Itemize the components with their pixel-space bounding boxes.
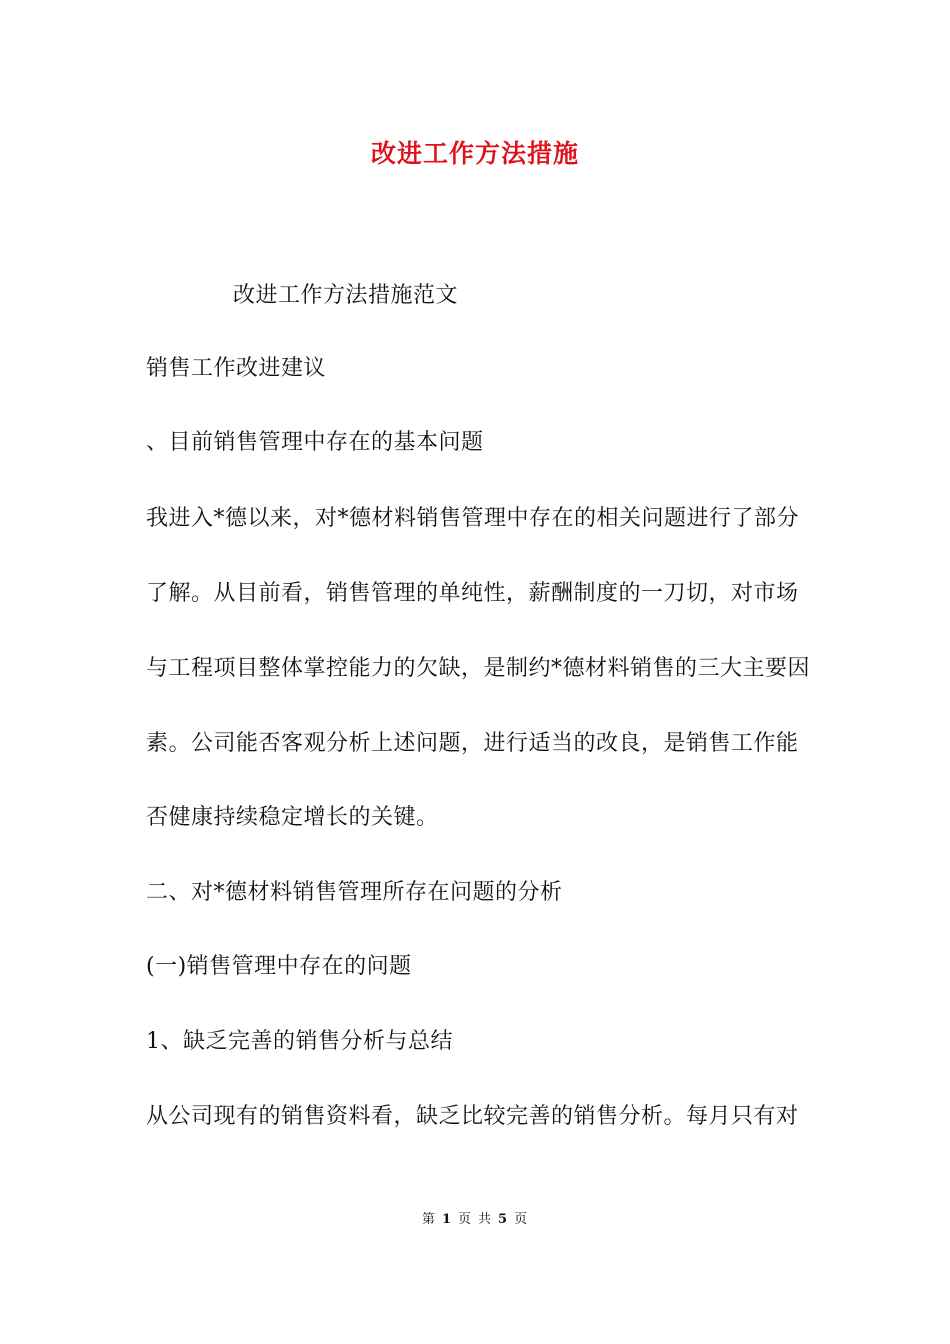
footer-page-unit: 页 <box>457 1212 472 1227</box>
paragraph-line: 了解。从目前看，销售管理的单纯性，薪酬制度的一刀切，对市场 <box>146 581 799 606</box>
document-title: 改进工作方法措施 <box>370 139 579 168</box>
paragraph-line: 否健康持续稳定增长的关键。 <box>146 805 439 830</box>
subsection-heading: (一)销售管理中存在的问题 <box>146 954 412 979</box>
page-footer <box>0 1208 950 1227</box>
footer-total-unit: 页 <box>514 1212 529 1227</box>
current-page-number: 1 <box>441 1212 452 1227</box>
paragraph-line: 素。公司能否客观分析上述问题，进行适当的改良，是销售工作能 <box>146 731 799 756</box>
item-heading: 1、缺乏完善的销售分析与总结 <box>146 1029 453 1054</box>
section-heading: 、目前销售管理中存在的基本问题 <box>146 430 484 455</box>
paragraph-line: 与工程项目整体掌控能力的欠缺，是制约*德材料销售的三大主要因 <box>146 656 811 681</box>
paragraph-line: 从公司现有的销售资料看，缺乏比较完善的销售分析。每月只有对 <box>146 1104 799 1129</box>
total-pages-number: 5 <box>498 1212 509 1227</box>
paragraph-line: 我进入*德以来，对*德材料销售管理中存在的相关问题进行了部分 <box>146 506 800 531</box>
section-heading: 二、对*德材料销售管理所存在问题的分析 <box>146 880 563 905</box>
subtitle-line: 改进工作方法措施范文 <box>233 283 459 308</box>
footer-total-prefix: 共 <box>478 1212 493 1227</box>
footer-prefix: 第 <box>421 1212 436 1227</box>
section-heading: 销售工作改进建议 <box>146 356 327 381</box>
